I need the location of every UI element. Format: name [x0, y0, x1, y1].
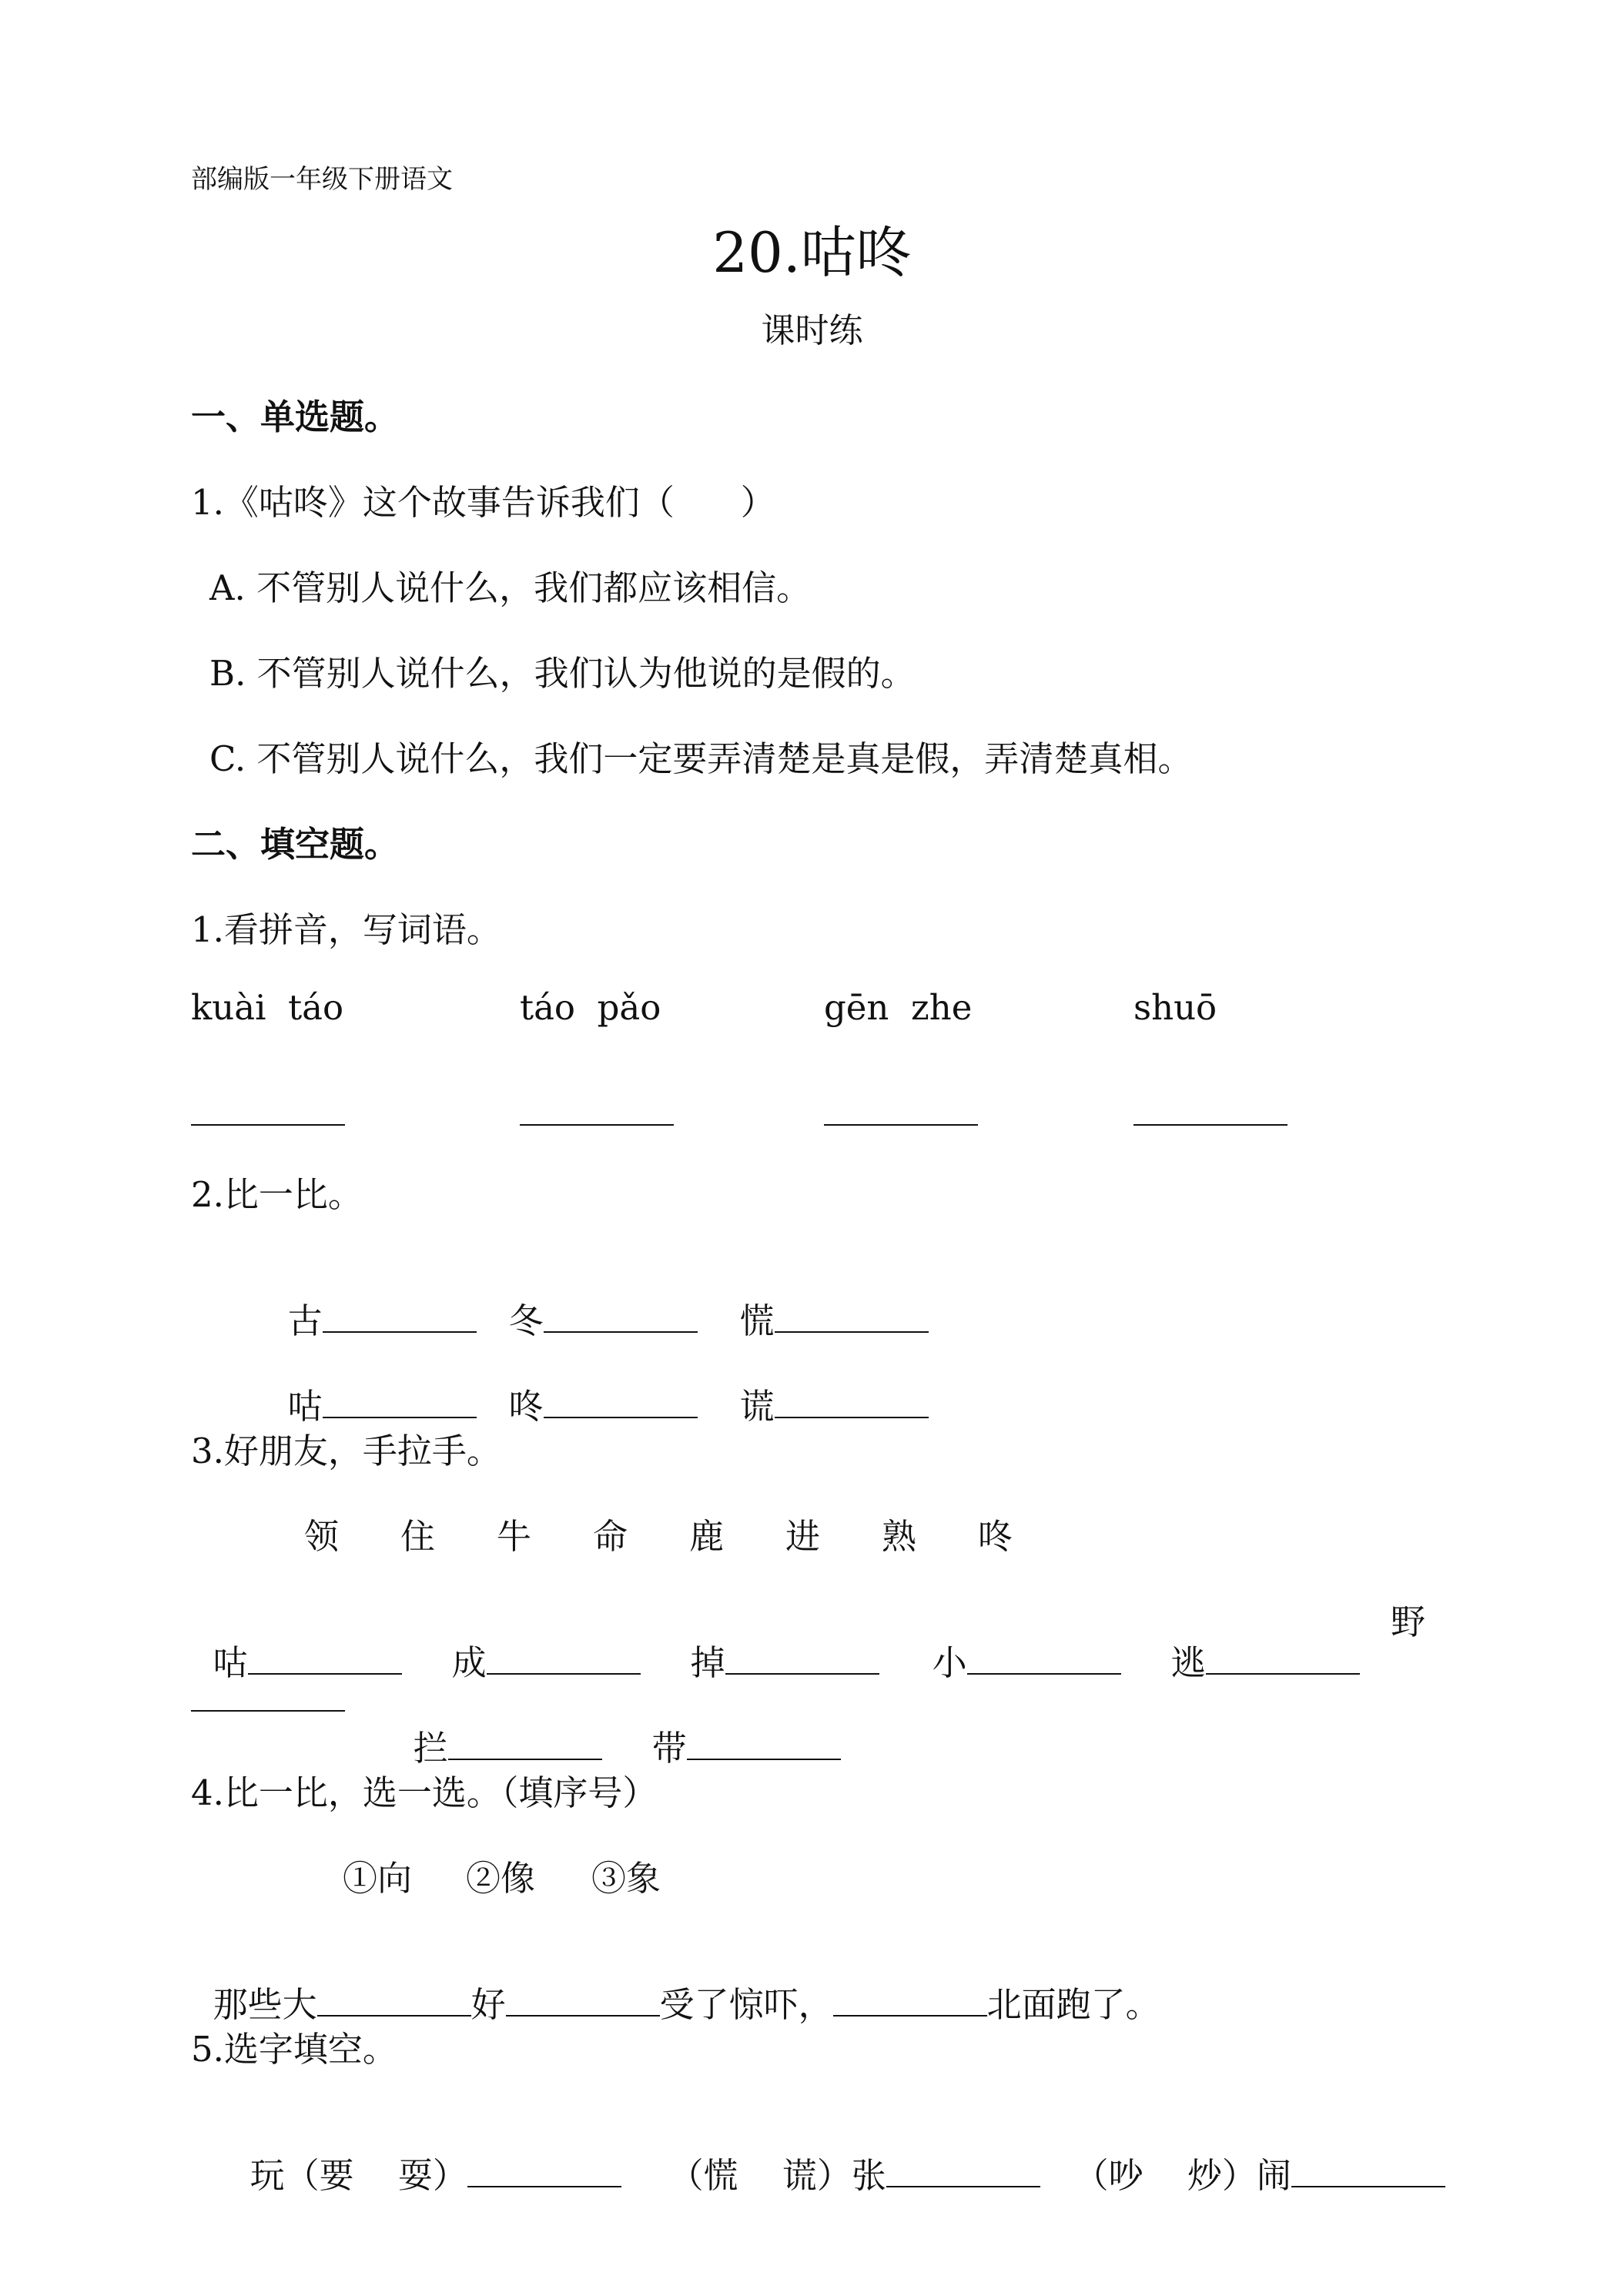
answer-blank[interactable]: [317, 1984, 471, 2017]
page-title: 20.咕咚: [712, 220, 912, 285]
series-label: 部编版一年级下册语文: [191, 164, 453, 195]
q4-option: ③象: [591, 1858, 661, 1899]
q5-prompt: 5.选字填空。: [191, 2029, 397, 2070]
q3-prefix: 小: [932, 1642, 967, 1683]
q3-prefix: 拦: [413, 1728, 448, 1769]
option-a[interactable]: A. 不管别人说什么，我们都应该相信。: [209, 567, 812, 608]
answer-blank[interactable]: [1133, 1093, 1287, 1126]
option-c[interactable]: C. 不管别人说什么，我们一定要弄清楚是真是假，弄清楚真相。: [209, 738, 1193, 779]
q2-char: 古: [287, 1300, 323, 1341]
pinyin-3: gēn zhe: [824, 987, 973, 1028]
answer-blank[interactable]: [323, 1386, 477, 1418]
q4-text: 受了惊吓，: [659, 1984, 833, 2025]
q3-char: 命: [593, 1516, 628, 1557]
q2-char: 慌: [739, 1300, 775, 1341]
q3-char: 咚: [978, 1516, 1013, 1557]
q3-prefix: 野: [1391, 1602, 1426, 1642]
q4-option: ②像: [466, 1858, 536, 1899]
q5-item: （慌 谎）张: [668, 2155, 886, 2196]
pinyin-4: shuō: [1133, 987, 1217, 1028]
q4-text: 北面跑了。: [986, 1984, 1160, 2025]
answer-blank[interactable]: [725, 1642, 879, 1675]
answer-blank[interactable]: [520, 1093, 674, 1126]
answer-blank[interactable]: [1206, 1642, 1360, 1675]
q2-char: 咚: [508, 1386, 544, 1427]
q1-prompt: 1.看拼音，写词语。: [191, 909, 501, 950]
q4-text: 好: [470, 1984, 506, 2025]
q5-item: 玩（要 耍）: [249, 2155, 467, 2196]
q3-char: 住: [400, 1516, 436, 1557]
answer-blank[interactable]: [191, 1679, 345, 1712]
q3-char: 进: [785, 1516, 821, 1557]
q3-char: 牛: [497, 1516, 532, 1557]
q3-char: 熟: [882, 1516, 917, 1557]
option-b[interactable]: B. 不管别人说什么，我们认为他说的是假的。: [209, 653, 916, 694]
answer-blank[interactable]: [467, 2155, 621, 2187]
q2-char: 咕: [287, 1386, 323, 1427]
q2-char: 冬: [508, 1300, 544, 1341]
q4-prompt: 4.比一比，选一选。（填序号）: [191, 1772, 658, 1813]
q2-prompt: 2.比一比。: [191, 1174, 363, 1215]
answer-blank[interactable]: [323, 1300, 477, 1333]
answer-blank[interactable]: [967, 1642, 1121, 1675]
answer-blank[interactable]: [1291, 2155, 1445, 2187]
q3-prompt: 3.好朋友，手拉手。: [191, 1431, 501, 1471]
answer-blank[interactable]: [775, 1386, 929, 1418]
section2-heading: 二、填空题。: [191, 824, 400, 865]
answer-blank[interactable]: [448, 1728, 602, 1760]
q5-item: （吵 炒）闹: [1073, 2155, 1291, 2196]
answer-blank[interactable]: [487, 1642, 641, 1675]
section1-heading: 一、单选题。: [191, 397, 400, 437]
answer-blank[interactable]: [687, 1728, 841, 1760]
answer-blank[interactable]: [833, 1984, 987, 2017]
section1-question: 1.《咕咚》这个故事告诉我们（ ）: [191, 482, 775, 523]
answer-blank[interactable]: [544, 1300, 698, 1333]
q3-prefix: 掉: [690, 1642, 725, 1683]
pinyin-2: táo pǎo: [520, 987, 661, 1028]
q3-char: 鹿: [689, 1516, 725, 1557]
q3-prefix: 逃: [1170, 1642, 1206, 1683]
answer-blank[interactable]: [506, 1984, 660, 2017]
answer-blank[interactable]: [248, 1642, 402, 1675]
answer-blank[interactable]: [775, 1300, 929, 1333]
page-subtitle: 课时练: [761, 311, 863, 350]
q4-option: ①向: [343, 1858, 413, 1899]
q3-prefix: 成: [451, 1642, 487, 1683]
answer-blank[interactable]: [886, 2155, 1040, 2187]
q3-char: 领: [304, 1516, 340, 1557]
q3-prefix: 咕: [213, 1642, 248, 1683]
q4-text: 那些大: [213, 1984, 317, 2025]
answer-blank[interactable]: [824, 1093, 978, 1126]
answer-blank[interactable]: [544, 1386, 698, 1418]
pinyin-1: kuài táo: [191, 987, 344, 1028]
answer-blank[interactable]: [191, 1093, 345, 1126]
q3-prefix: 带: [651, 1728, 687, 1769]
q2-char: 谎: [739, 1386, 775, 1427]
